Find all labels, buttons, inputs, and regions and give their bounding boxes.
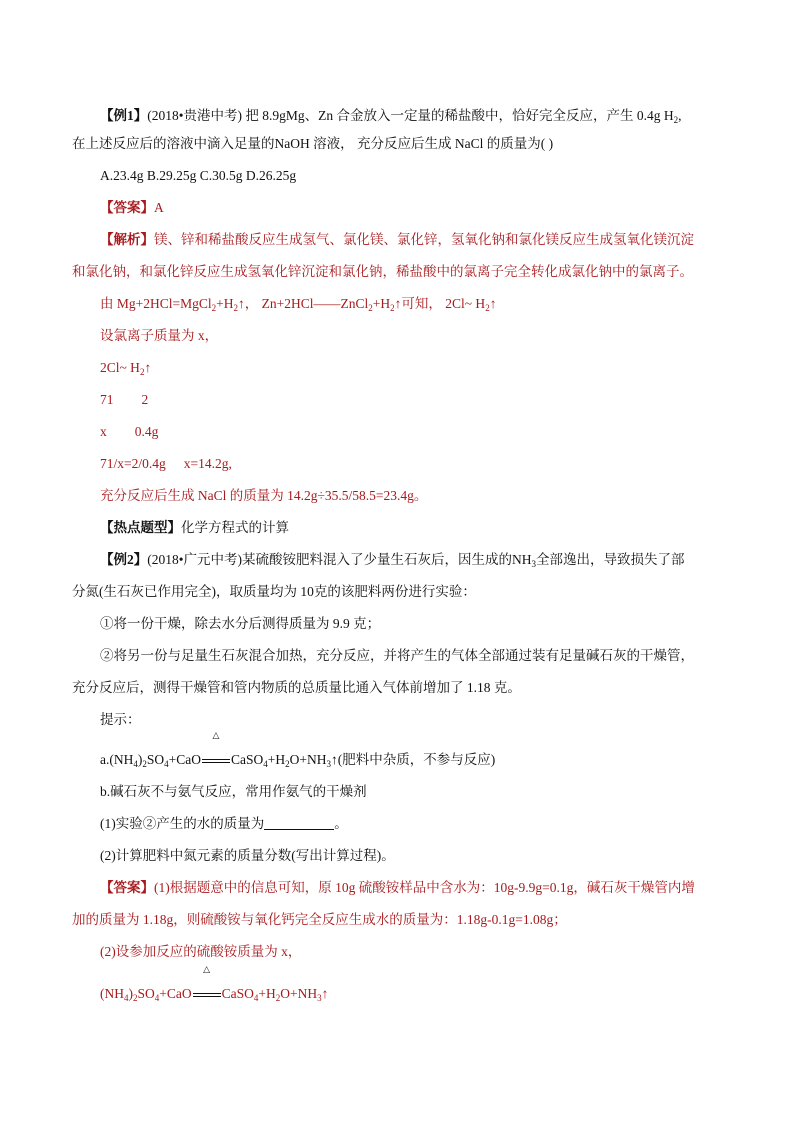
example2-line3: ①将一份干燥，除去水分后测得质量为 9.9 克； [100,616,381,631]
hot-topic-heading: 【热点题型】化学方程式的计算 [100,520,289,535]
analysis1-line2: 和氯化钠，和氯化锌反应生成氢氧化锌沉淀和氯化钠，稀盐酸中的氯离子完全转化成氯化钠中的氯离子。 [72,264,693,279]
answer2-line3: (2)设参加反应的硫酸铵质量为 x， [100,944,302,959]
heating-condition-sign [201,730,231,776]
example2-line1: 【例2】(2018•广元中考)某硫酸铵肥料混入了少量生石灰后，因生成的$NH_3$全部逸出，导致损失了部 [100,552,685,569]
example2-tag: 【例2】 [100,552,148,567]
example2-hint: 提示： [100,712,141,727]
analysis1-line8: 71/x=2/0.4g x=14.2g, [100,456,232,471]
analysis1-line3: 由 $Mg+2HCl=MgCl_2+H_2↑$， $Zn+2HCl——ZnCl_2+H_2↑$可知， 2Cl~ $H_2↑$ [100,296,497,313]
heat-triangle-icon-2: △ [203,964,211,974]
heat-triangle-icon: △ [212,730,220,740]
answer2-equation: $(NH_4)_2SO_4+CaO$ △ $CaSO_4+H_2O+NH_3↑$ [100,978,702,1014]
analysis1-line9: 充分反应后生成 NaCl 的质量为 14.2g÷35.5/58.5=23.4g。 [100,488,428,503]
answer1: 【答案】A [100,200,164,215]
analysis1-line6: 71 2 [100,392,149,407]
analysis1-line5: 2Cl~ $H_2↑$ [100,360,152,377]
answer2-line1: 【答案】(1)根据题意中的信息可知，原 10g 硫酸铵样品中含水为：10g-9.9g=0.1g，碱石灰干燥管内增 [100,880,695,895]
analysis1-tag: 【解析】 [100,232,154,247]
analysis1-line1: 【解析】镁、锌和稀盐酸反应生成氢气、氯化镁、氯化锌，氢氧化钠和氯化镁反应生成氢氧化镁沉淀 [100,232,694,247]
analysis1-line4: 设氯离子质量为 x， [100,328,219,343]
example2-hint-a-equation: $a.(NH_4)_2SO_4+CaO$ △ $CaSO_4+H_2O+NH_3↑$(肥料中杂质，不参与反应) [100,744,702,780]
example1-line1: 【例1】(2018•贵港中考) 把 8.9gMg、Zn 合金放入一定量的稀盐酸中，恰好完全反应，产生 0.4g $H_2$, [100,108,682,125]
example2-question1: (1)实验②产生的水的质量为 。 [100,816,348,831]
example2-line2: 分氮(生石灰已作用完全)，取质量均为 10克的该肥料两份进行实验： [72,584,476,599]
example1-tag: 【例1】 [100,108,148,123]
heating-condition-sign-2 [192,964,222,1010]
example1-line2: 在上述反应后的溶液中滴入足量的NaOH 溶液， 充分反应后生成 NaCl 的质量为( ) [72,136,554,151]
answer2-line2: 加的质量为 1.18g，则硫酸铵与氧化钙完全反应生成水的质量为：1.18g-0.1g=1.08g； [72,912,567,927]
example2-question2: (2)计算肥料中氮元素的质量分数(写出计算过程)。 [100,848,395,863]
answer-blank [264,817,334,830]
example1-options: A.23.4g B.29.25g C.30.5g D.26.25g [100,168,297,183]
example2-line5: 充分反应后，测得干燥管和管内物质的总质量比通入气体前增加了 1.18 克。 [72,680,521,695]
example2-hint-b: b.碱石灰不与氨气反应，常用作氨气的干燥剂 [100,784,367,799]
example2-line4: ②将另一份与足量生石灰混合加热，充分反应，并将产生的气体全部通过装有足量碱石灰的干燥管， [100,648,694,663]
answer1-tag: 【答案】 [100,200,154,215]
analysis1-line7: x 0.4g [100,424,159,439]
answer2-tag: 【答案】 [100,880,154,895]
